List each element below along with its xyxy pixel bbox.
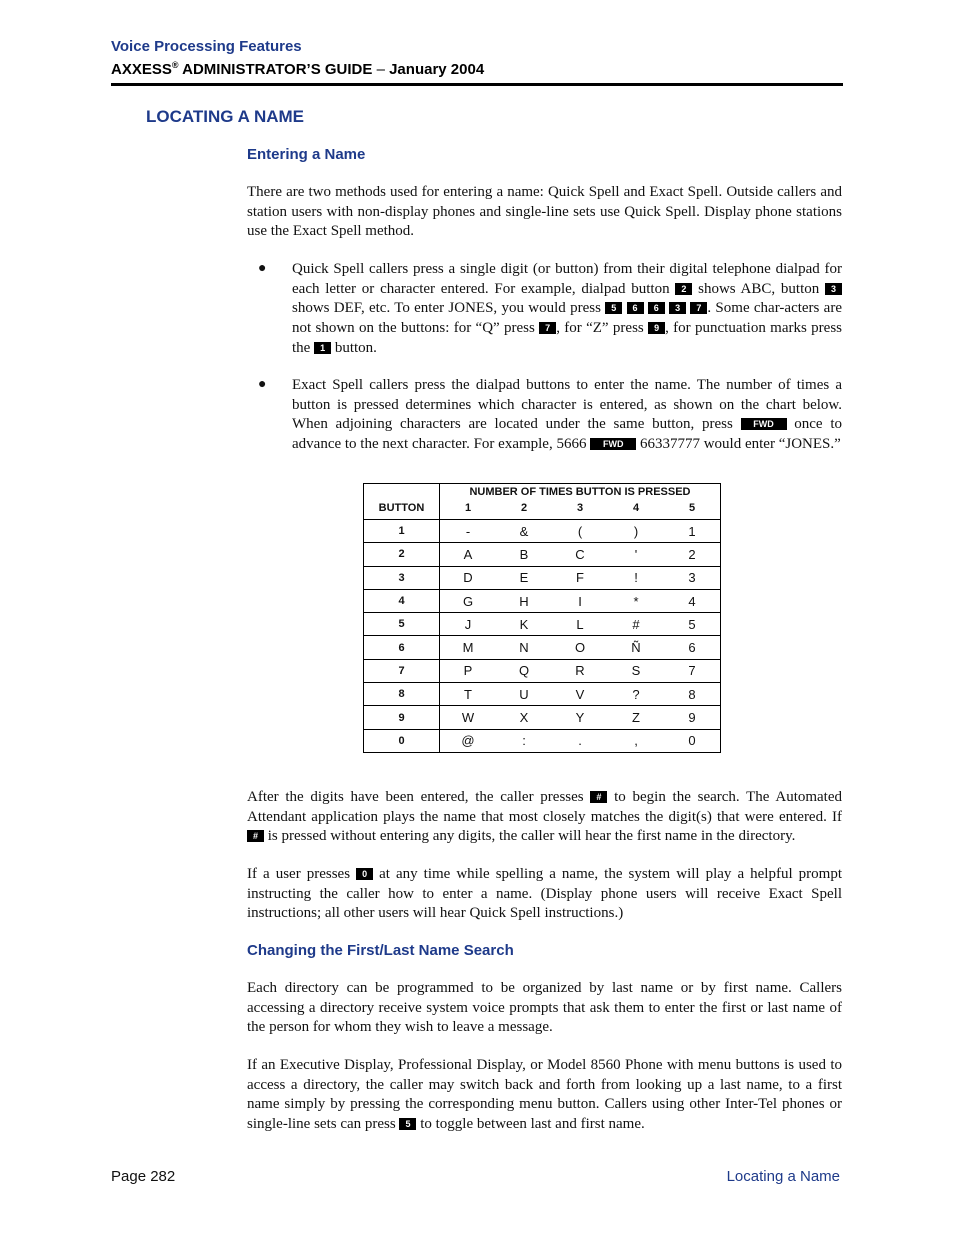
character-cell: K bbox=[496, 613, 552, 636]
chart-row bbox=[364, 636, 721, 659]
dialpad-key: 6 bbox=[648, 302, 665, 314]
character-cell: ? bbox=[608, 683, 664, 706]
chart-row bbox=[364, 566, 721, 589]
button-cell: 5 bbox=[364, 613, 440, 636]
character-cell: # bbox=[608, 613, 664, 636]
character-cell: G bbox=[440, 589, 497, 612]
button-cell: 3 bbox=[364, 566, 440, 589]
chart-row bbox=[364, 706, 721, 729]
section-heading-changing: Changing the First/Last Name Search bbox=[247, 942, 514, 959]
quick-spell-paragraph: Quick Spell callers press a single digit (or button) from their digital telephone dialpad for each letter or character entered. For example, dialpad button 2 shows ABC, button 3 shows DEF, etc. To enter JONES, you would press 5 6 6 3 7 . Some char-acters are not shown on the buttons: for “Q” press 7 , for “Z” press 9 , for punctuation marks press the 1 button. bbox=[292, 261, 842, 356]
character-cell: S bbox=[608, 659, 664, 682]
character-cell: ! bbox=[608, 566, 664, 589]
character-cell: J bbox=[440, 613, 497, 636]
pound-key: # bbox=[590, 791, 607, 803]
button-cell: 0 bbox=[364, 729, 440, 752]
after-digits-paragraph: After the digits have been entered, the caller presses # to begin the search. The Automated Attendant application plays the name that most closely matches the digit(s) that were entered. If # is pressed without entering any digits, the caller will hear the first name in the directory. bbox=[247, 789, 843, 845]
bullet-quick-spell: ● bbox=[258, 261, 267, 276]
exact-spell-paragraph: Exact Spell callers press the dialpad buttons to enter the name. The number of times a button is pressed determines which character is entered, as shown on the chart below. When adjoining characters are located under the same button, press FWD once to advance to the next character. For example, 5666 FWD 66337777 would enter “JONES.” bbox=[292, 377, 843, 453]
character-cell: O bbox=[552, 636, 608, 659]
character-cell: 3 bbox=[664, 566, 721, 589]
character-cell: ( bbox=[552, 520, 608, 543]
character-cell: B bbox=[496, 543, 552, 566]
character-cell: 0 bbox=[664, 729, 721, 752]
character-cell: T bbox=[440, 683, 497, 706]
button-column-header: BUTTON bbox=[364, 484, 440, 520]
chart-row bbox=[364, 659, 721, 682]
pound-key: # bbox=[247, 830, 264, 842]
guide-title: ADMINISTRATOR’S GUIDE bbox=[178, 61, 373, 78]
dialpad-key: 5 bbox=[605, 302, 622, 314]
section-heading-entering: Entering a Name bbox=[247, 146, 366, 163]
guide-name: AXXESS bbox=[111, 61, 172, 78]
character-cell: 7 bbox=[664, 659, 721, 682]
character-cell: * bbox=[608, 589, 664, 612]
dialpad-key: 6 bbox=[627, 302, 644, 314]
dialpad-key: 2 bbox=[675, 283, 692, 295]
character-cell: N bbox=[496, 636, 552, 659]
intro-paragraph: There are two methods used for entering a name: Quick Spell and Exact Spell. Outside callers and station users with non-display phones and single-line sets use Quick Spell. Display phone stations use the Exact Spell method. bbox=[247, 184, 842, 240]
dialpad-key: 3 bbox=[825, 283, 842, 295]
character-cell: H bbox=[496, 589, 552, 612]
character-cell: C bbox=[552, 543, 608, 566]
character-cell: 5 bbox=[664, 613, 721, 636]
zero-key: 0 bbox=[356, 868, 373, 880]
press-count-header: 3 bbox=[552, 498, 608, 520]
character-cell: W bbox=[440, 706, 497, 729]
character-cell: X bbox=[496, 706, 552, 729]
character-cell: & bbox=[496, 520, 552, 543]
guide-date: January 2004 bbox=[389, 61, 485, 78]
menu-button-paragraph: If an Executive Display, Professional Display, or Model 8560 Phone with menu buttons is used to access a directory, the caller may switch back and forth from looking up a last name, to a first name simply by pressing the corresponding menu button. Callers using other Inter-Tel phones or single-line sets can press 5 to toggle between last and first name. bbox=[247, 1057, 842, 1133]
chart-row bbox=[364, 613, 721, 636]
character-cell: ) bbox=[608, 520, 664, 543]
guide-separator: – bbox=[372, 61, 390, 78]
dialpad-key: 7 bbox=[539, 322, 556, 334]
button-cell: 8 bbox=[364, 683, 440, 706]
character-cell: A bbox=[440, 543, 497, 566]
character-cell: 6 bbox=[664, 636, 721, 659]
fwd-key: FWD bbox=[741, 418, 787, 430]
zero-key-paragraph: If a user presses 0 at any time while spelling a name, the system will play a helpful prompt instructing the caller how to enter a name. (Display phone users will receive Exact Spell instructions; all other users will hear Quick Spell instructions.) bbox=[247, 866, 842, 922]
chart-header-row bbox=[364, 484, 721, 499]
character-cell: E bbox=[496, 566, 552, 589]
button-cell: 7 bbox=[364, 659, 440, 682]
character-cell: R bbox=[552, 659, 608, 682]
character-cell: Q bbox=[496, 659, 552, 682]
character-cell: F bbox=[552, 566, 608, 589]
character-cell: , bbox=[608, 729, 664, 752]
button-cell: 4 bbox=[364, 589, 440, 612]
press-count-header: 1 bbox=[440, 498, 497, 520]
press-count-header: 5 bbox=[664, 498, 721, 520]
character-cell: 4 bbox=[664, 589, 721, 612]
fwd-key: FWD bbox=[590, 438, 636, 450]
button-cell: 9 bbox=[364, 706, 440, 729]
chart-row bbox=[364, 683, 721, 706]
button-cell: 1 bbox=[364, 520, 440, 543]
character-cell: Y bbox=[552, 706, 608, 729]
registered-mark: ® bbox=[171, 60, 179, 70]
character-cell: L bbox=[552, 613, 608, 636]
dialpad-key: 1 bbox=[314, 342, 331, 354]
character-cell: D bbox=[440, 566, 497, 589]
character-cell: : bbox=[496, 729, 552, 752]
chart-row bbox=[364, 520, 721, 543]
character-cell: V bbox=[552, 683, 608, 706]
chart-row bbox=[364, 729, 721, 752]
bullet-exact-spell: ● bbox=[258, 377, 267, 392]
dialpad-key: 9 bbox=[648, 322, 665, 334]
character-cell: U bbox=[496, 683, 552, 706]
character-cell: . bbox=[552, 729, 608, 752]
character-cell: 9 bbox=[664, 706, 721, 729]
presses-header: NUMBER OF TIMES BUTTON IS PRESSED bbox=[440, 484, 721, 499]
character-cell: @ bbox=[440, 729, 497, 752]
character-cell: M bbox=[440, 636, 497, 659]
character-cell: I bbox=[552, 589, 608, 612]
character-cell: 1 bbox=[664, 520, 721, 543]
character-cell: - bbox=[440, 520, 497, 543]
character-cell: ' bbox=[608, 543, 664, 566]
exact-spell-chart bbox=[363, 483, 721, 753]
dialpad-key: 5 bbox=[399, 1118, 416, 1130]
button-cell: 2 bbox=[364, 543, 440, 566]
dialpad-key: 7 bbox=[690, 302, 707, 314]
chart-row bbox=[364, 589, 721, 612]
running-header-section: Voice Processing Features bbox=[111, 38, 302, 55]
press-count-header: 4 bbox=[608, 498, 664, 520]
press-count-header: 2 bbox=[496, 498, 552, 520]
character-cell: P bbox=[440, 659, 497, 682]
button-cell: 6 bbox=[364, 636, 440, 659]
page-title: LOCATING A NAME bbox=[146, 107, 305, 126]
page-number: Page 282 bbox=[111, 1168, 176, 1185]
character-cell: 2 bbox=[664, 543, 721, 566]
running-header-guide bbox=[111, 60, 484, 78]
header-rule bbox=[111, 83, 843, 86]
chart-row bbox=[364, 543, 721, 566]
dialpad-key: 3 bbox=[669, 302, 686, 314]
character-cell: Ñ bbox=[608, 636, 664, 659]
character-cell: 8 bbox=[664, 683, 721, 706]
footer-section-link[interactable]: Locating a Name bbox=[726, 1168, 840, 1185]
directory-paragraph: Each directory can be programmed to be organized by last name or by first name. Callers accessing a directory receive system voice prompts that ask them to enter the first or last name of the person for whom they wish to leave a message. bbox=[247, 980, 842, 1036]
character-cell: Z bbox=[608, 706, 664, 729]
